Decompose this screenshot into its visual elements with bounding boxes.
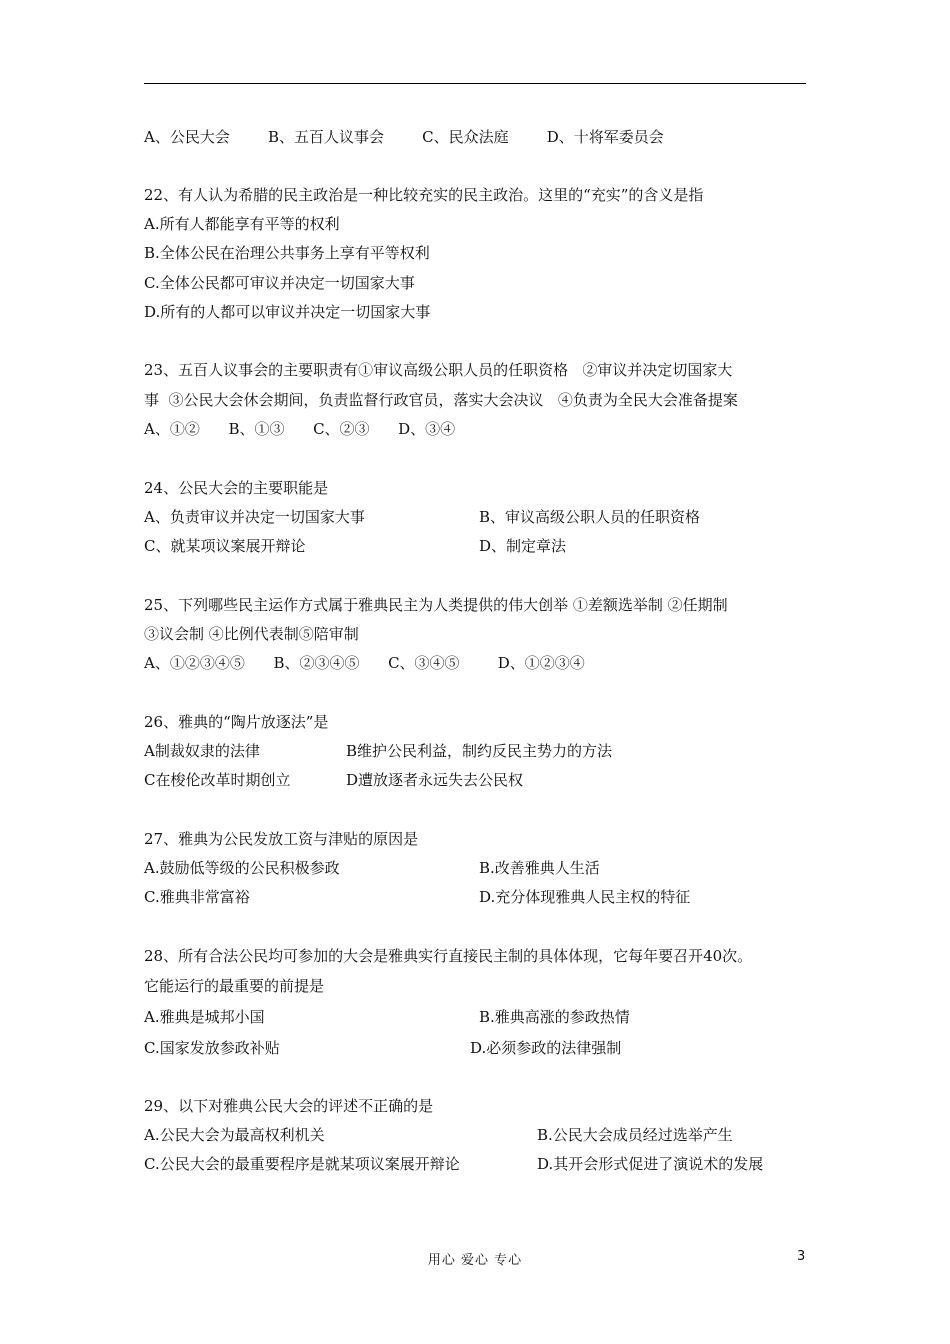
q22-option-c: C.全体公民都可审议并决定一切国家大事 [144,274,415,292]
q23-stem-line1: 23、五百人议事会的主要职责有①审议高级公职人员的任职资格 ②审议并决定切国家大 [144,361,733,379]
q29-option-d: D.其开会形式促进了演说术的发展 [537,1155,764,1173]
q24-stem: 24、公民大会的主要职能是 [144,479,329,497]
q29-stem: 29、以下对雅典公民大会的评述不正确的是 [144,1097,434,1115]
q28-option-c: C.国家发放参政补贴 [144,1039,280,1057]
q22-option-a: A.所有人都能享有平等的权利 [144,215,340,233]
q28-stem-line2: 它能运行的最重要的前提是 [144,977,325,995]
q25-options: A、①②③④⑤ B、②③④⑤ C、③④⑤ D、①②③④ [144,654,585,672]
q22-option-b: B.全体公民在治理公共事务上享有平等权利 [144,244,430,262]
q22-stem: 22、有人认为希腊的民主政治是一种比较充实的民主政治。这里的“充实”的含义是指 [144,186,704,204]
q24-option-a: A、负责审议并决定一切国家大事 [144,508,365,526]
page-number: 3 [797,1249,806,1264]
q28-option-a: A.雅典是城邦小国 [144,1008,265,1026]
q23-stem-line2: 事 ③公民大会休会期间，负责监督行政官员，落实大会决议 ④负责为全民大会准备提案 [144,391,738,409]
q28-option-d: D.必须参政的法律强制 [470,1039,622,1057]
q25-stem-line2: ③议会制 ④比例代表制⑤陪审制 [144,625,359,643]
page-footer: 用心 爱心 专心 [427,1253,523,1268]
header-rule [144,83,806,84]
q29-option-c: C.公民大会的最重要程序是就某项议案展开辩论 [144,1155,460,1173]
q24-option-c: C、就某项议案展开辩论 [144,537,306,555]
q26-option-c: C在梭伦改革时期创立 [144,771,291,789]
q27-option-b: B.改善雅典人生活 [479,859,600,877]
q27-option-c: C.雅典非常富裕 [144,888,250,906]
q25-stem-line1: 25、下列哪些民主运作方式属于雅典民主为人类提供的伟大创举 ①差额选举制 ②任期制 [144,596,728,614]
q24-option-d: D、制定章法 [479,537,567,555]
q22-option-d: D.所有的人都可以审议并决定一切国家大事 [144,303,431,321]
q27-stem: 27、雅典为公民发放工资与津贴的原因是 [144,830,419,848]
q26-stem: 26、雅典的“陶片放逐法”是 [144,713,329,731]
q27-option-a: A.鼓励低等级的公民积极参政 [144,859,340,877]
q26-option-d: D遭放逐者永远失去公民权 [346,771,524,789]
q29-option-b: B.公民大会成员经过选举产生 [537,1126,733,1144]
q21-options: A、公民大会 B、五百人议事会 C、民众法庭 D、十将军委员会 [144,128,664,146]
q28-stem-line1: 28、所有合法公民均可参加的大会是雅典实行直接民主制的具体体现，它每年要召开40次。 [144,947,753,965]
q26-option-a: A制裁奴隶的法律 [144,742,260,760]
q23-options: A、①② B、①③ C、②③ D、③④ [144,420,456,438]
q27-option-d: D.充分体现雅典人民主权的特征 [479,888,691,906]
q28-option-b: B.雅典高涨的参政热情 [479,1008,630,1026]
q26-option-b: B维护公民利益，制约反民主势力的方法 [346,742,613,760]
q24-option-b: B、审议高级公职人员的任职资格 [479,508,701,526]
q29-option-a: A.公民大会为最高权利机关 [144,1126,325,1144]
